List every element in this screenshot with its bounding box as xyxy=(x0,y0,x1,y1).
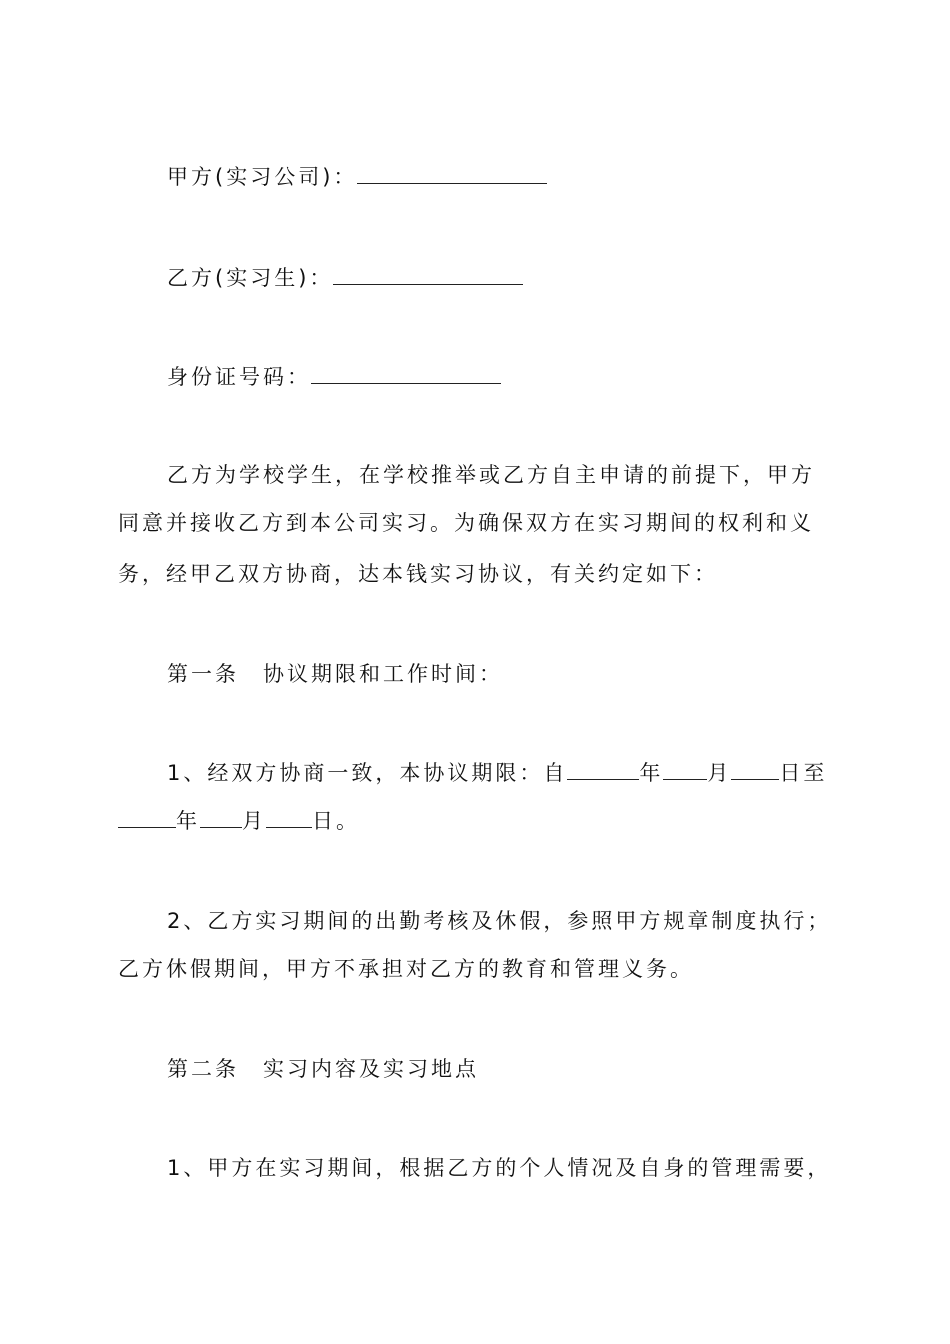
party-a-label: 甲方(实习公司)： xyxy=(167,165,358,189)
end-month-label: 月 xyxy=(242,809,266,833)
end-day-blank xyxy=(266,808,312,828)
end-day-label: 日。 xyxy=(312,809,360,833)
article-1-item-2-line-1: 2、乙方实习期间的出勤考核及休假，参照甲方规章制度执行； xyxy=(167,909,832,933)
intro-line-2: 同意并接收乙方到本公司实习。为确保双方在实习期间的权利和义 xyxy=(118,511,814,535)
article-1-item-2-line-2: 乙方休假期间，甲方不承担对乙方的教育和管理义务。 xyxy=(118,957,694,981)
intro-line-3: 务，经甲乙双方协商，达本钱实习协议，有关约定如下： xyxy=(118,562,718,586)
article-1-title: 第一条 协议期限和工作时间： xyxy=(167,662,503,686)
start-day-blank xyxy=(731,760,779,780)
id-number-blank xyxy=(311,364,501,384)
start-year-blank xyxy=(567,760,639,780)
start-month-label: 月 xyxy=(707,761,732,785)
id-number-field xyxy=(167,354,501,401)
end-year-blank xyxy=(118,808,176,828)
intro-line-1: 乙方为学校学生，在学校推举或乙方自主申请的前提下，甲方 xyxy=(167,463,815,487)
party-b-blank xyxy=(333,265,523,285)
party-a-blank xyxy=(357,164,547,184)
article-1-item-1-line-2 xyxy=(118,798,834,845)
end-month-blank xyxy=(200,808,242,828)
article-2-item-1-line-1: 1、甲方在实习期间，根据乙方的个人情况及自身的管理需要， xyxy=(167,1156,832,1180)
party-a-field xyxy=(167,154,547,201)
party-b-label: 乙方(实习生)： xyxy=(167,266,334,290)
article-1-item-1-line-1 xyxy=(167,750,883,797)
end-year-label: 年 xyxy=(176,809,200,833)
start-year-label: 年 xyxy=(639,761,664,785)
party-b-field xyxy=(167,255,523,302)
term-prefix: 1、经双方协商一致，本协议期限：自 xyxy=(167,761,568,785)
start-month-blank xyxy=(663,760,707,780)
article-2-title: 第二条 实习内容及实习地点 xyxy=(167,1057,479,1081)
start-day-label: 日至 xyxy=(779,761,828,785)
id-number-label: 身份证号码： xyxy=(167,365,311,389)
